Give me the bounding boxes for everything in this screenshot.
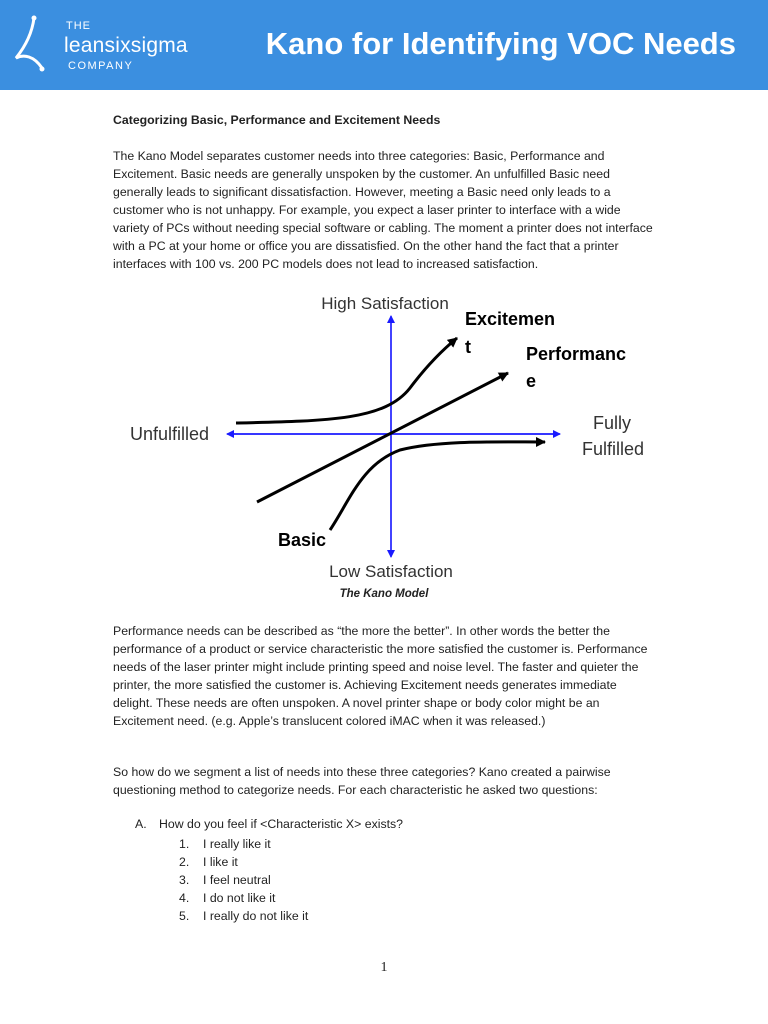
section-heading: Categorizing Basic, Performance and Excitement Needs [113,113,441,127]
logo-company-text: COMPANY [68,60,134,72]
page-title: Kano for Identifying VOC Needs [265,26,736,61]
question-a-marker: A. [135,817,147,831]
logo-name-text: leansixsigma [64,34,188,57]
logo-mark-icon [12,14,62,78]
label-excitement-line1: Excitemen [465,309,556,329]
label-basic: Basic [278,530,327,550]
logo-the-text: THE [66,20,91,32]
list-item [179,889,308,907]
paragraph-performance: Performance needs can be described as “the more the better”. In other words the better the performance of a product or service characteristic the more satisfied the customer is. Performance needs of the laser printer might include printing speed and noise level. The faster and quieter the printer, the more satisfied the customer is. Achieving Excitement needs generates immediate delight. These needs are often unspoken. A novel printer shape or body color might be an Excitement need. (e.g. Apple’s translucent colored iMAC when it was released.) [113,624,648,728]
kano-diagram [0,290,768,610]
question-a [135,817,403,831]
list-item-text: I really like it [203,837,271,851]
label-high-satisfaction: High Satisfaction [321,294,449,313]
list-item-number: 4. [179,891,190,905]
list-item-text: I do not like it [203,891,276,905]
basic-curve [330,442,545,530]
excitement-curve [236,338,457,423]
company-logo [12,14,192,78]
label-fulfilled: Fulfilled [581,439,645,459]
list-item-number: 2. [179,855,190,869]
list-item-number: 5. [179,909,190,923]
paragraph-segmentation: So how do we segment a list of needs into these three categories? Kano created a pairwise questioning method to categorize needs. For each characteristic he asked two questions: [113,765,611,797]
list-item [179,835,308,853]
label-performance-line2: e [526,371,537,391]
list-item-number: 3. [179,873,190,887]
performance-line [257,373,508,502]
list-item [179,853,308,871]
label-performance-line1: Performanc [526,344,627,364]
list-item-text: I feel neutral [203,873,271,887]
paragraph-intro: The Kano Model separates customer needs into three categories: Basic, Performance and Excitement. Basic needs are generally unspoken by the customer. An unfulfilled Basic need generally leads to significant dissatisfaction. However, meeting a Basic need only leads to a customer who is not unhappy. For example, you expect a laser printer to interface with a wide variety of PCs without needing special software or cabling. The moment a printer does not interface with a PC at your home or office you are dissatisfied. On the other hand the fact that a printer interfaces with 100 vs. 200 PC models does not lead to increased satisfaction. [113,149,653,271]
list-item [179,907,308,925]
list-item-number: 1. [179,837,190,851]
header-banner [0,0,768,90]
question-a-text: How do you feel if <Characteristic X> exists? [159,817,403,831]
list-item [179,871,308,889]
list-item-text: I like it [203,855,238,869]
label-fully: Fully [592,413,632,433]
label-excitement-line2: t [465,337,471,357]
page-number: 1 [380,960,388,975]
list-item-text: I really do not like it [203,909,309,923]
figure-caption: The Kano Model [339,588,429,600]
label-unfulfilled: Unfulfilled [130,424,210,444]
label-low-satisfaction: Low Satisfaction [329,562,453,581]
question-a-options [179,835,308,925]
